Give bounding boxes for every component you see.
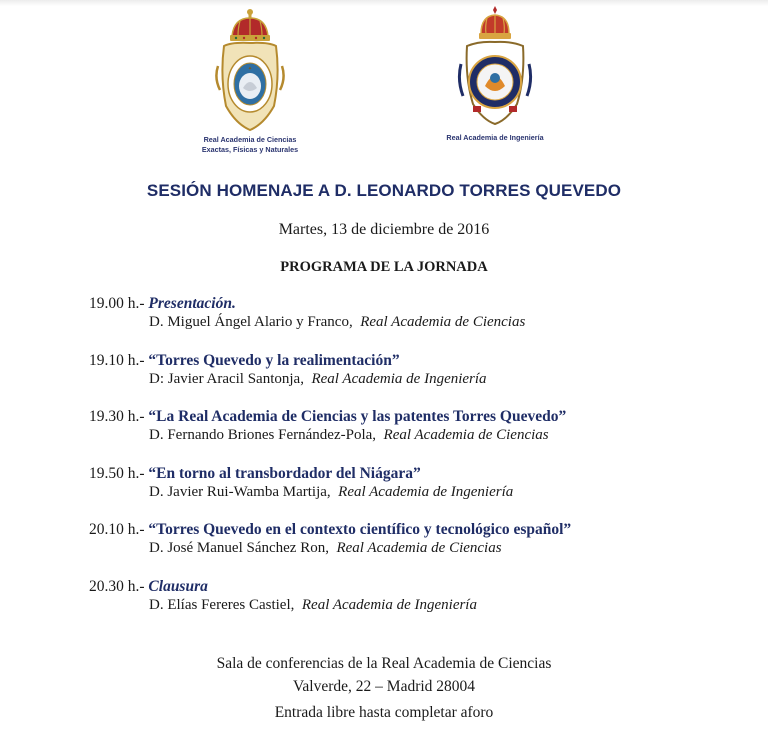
venue-name: Sala de conferencias de la Real Academia de Ciencias xyxy=(216,655,552,672)
event-date: Martes, 13 de diciembre de 2016 xyxy=(278,221,490,238)
schedule-item xyxy=(89,520,729,577)
item-institution: Real Academia de Ingeniería xyxy=(301,596,477,613)
rac-logo xyxy=(185,6,315,154)
item-time: 20.10 h.- xyxy=(89,521,145,538)
rai-emblem-icon xyxy=(455,6,535,130)
item-institution: Real Academia de Ciencias xyxy=(336,540,502,556)
rai-logo xyxy=(430,6,560,142)
item-talk: Clausura xyxy=(148,577,208,595)
item-time: 19.10 h.- xyxy=(89,351,145,369)
item-talk: “En torno al transbordador del Niágara” xyxy=(148,464,421,482)
venue-address: Valverde, 22 – Madrid 28004 xyxy=(292,678,476,695)
item-time: 20.30 h.- xyxy=(89,577,145,595)
item-institution: Real Academia de Ingeniería xyxy=(338,483,514,500)
item-institution: Real Academia de Ingeniería xyxy=(311,370,487,387)
item-speaker: D: Javier Aracil Santonja, xyxy=(149,370,304,387)
schedule-item xyxy=(89,407,729,464)
item-speaker: D. Javier Rui-Wamba Martija, xyxy=(149,483,331,500)
page-top-shade xyxy=(0,0,768,6)
item-institution: Real Academia de Ciencias xyxy=(360,314,526,330)
schedule-list xyxy=(89,294,729,633)
item-time: 19.00 h.- xyxy=(89,295,145,312)
item-institution: Real Academia de Ciencias xyxy=(383,427,549,443)
item-talk: “Torres Quevedo y la realimentación” xyxy=(148,351,400,369)
item-time: 19.50 h.- xyxy=(89,464,145,482)
schedule-item xyxy=(89,351,729,408)
entry-note: Entrada libre hasta completar aforo xyxy=(274,704,494,721)
item-time: 19.30 h.- xyxy=(89,408,145,425)
rai-logo-caption: Real Academia de Ingeniería xyxy=(446,133,544,142)
program-heading: PROGRAMA DE LA JORNADA xyxy=(280,259,488,275)
rac-emblem-icon xyxy=(210,6,290,134)
schedule-item xyxy=(89,577,729,634)
rac-logo-caption-line2: Exactas, Físicas y Naturales xyxy=(201,145,299,154)
svg-text:✦: ✦ xyxy=(247,66,253,72)
item-speaker: D. Miguel Ángel Alario y Franco, xyxy=(149,314,353,330)
item-speaker: D. Elías Fereres Castiel, xyxy=(149,596,295,613)
schedule-item xyxy=(89,294,729,351)
item-talk: “Torres Quevedo en el contexto científico y tecnológico español” xyxy=(148,521,572,538)
item-speaker: D. Fernando Briones Fernández-Pola, xyxy=(149,427,377,443)
item-speaker: D. José Manuel Sánchez Ron, xyxy=(149,540,329,556)
item-talk: Presentación. xyxy=(148,295,236,312)
page-title: SESIÓN HOMENAJE A D. LEONARDO TORRES QUEVEDO xyxy=(146,181,622,200)
venue-footer xyxy=(0,652,768,724)
rac-logo-caption-line1: Real Academia de Ciencias xyxy=(203,135,297,144)
item-talk: “La Real Academia de Ciencias y las patentes Torres Quevedo” xyxy=(148,408,567,425)
schedule-item xyxy=(89,464,729,521)
